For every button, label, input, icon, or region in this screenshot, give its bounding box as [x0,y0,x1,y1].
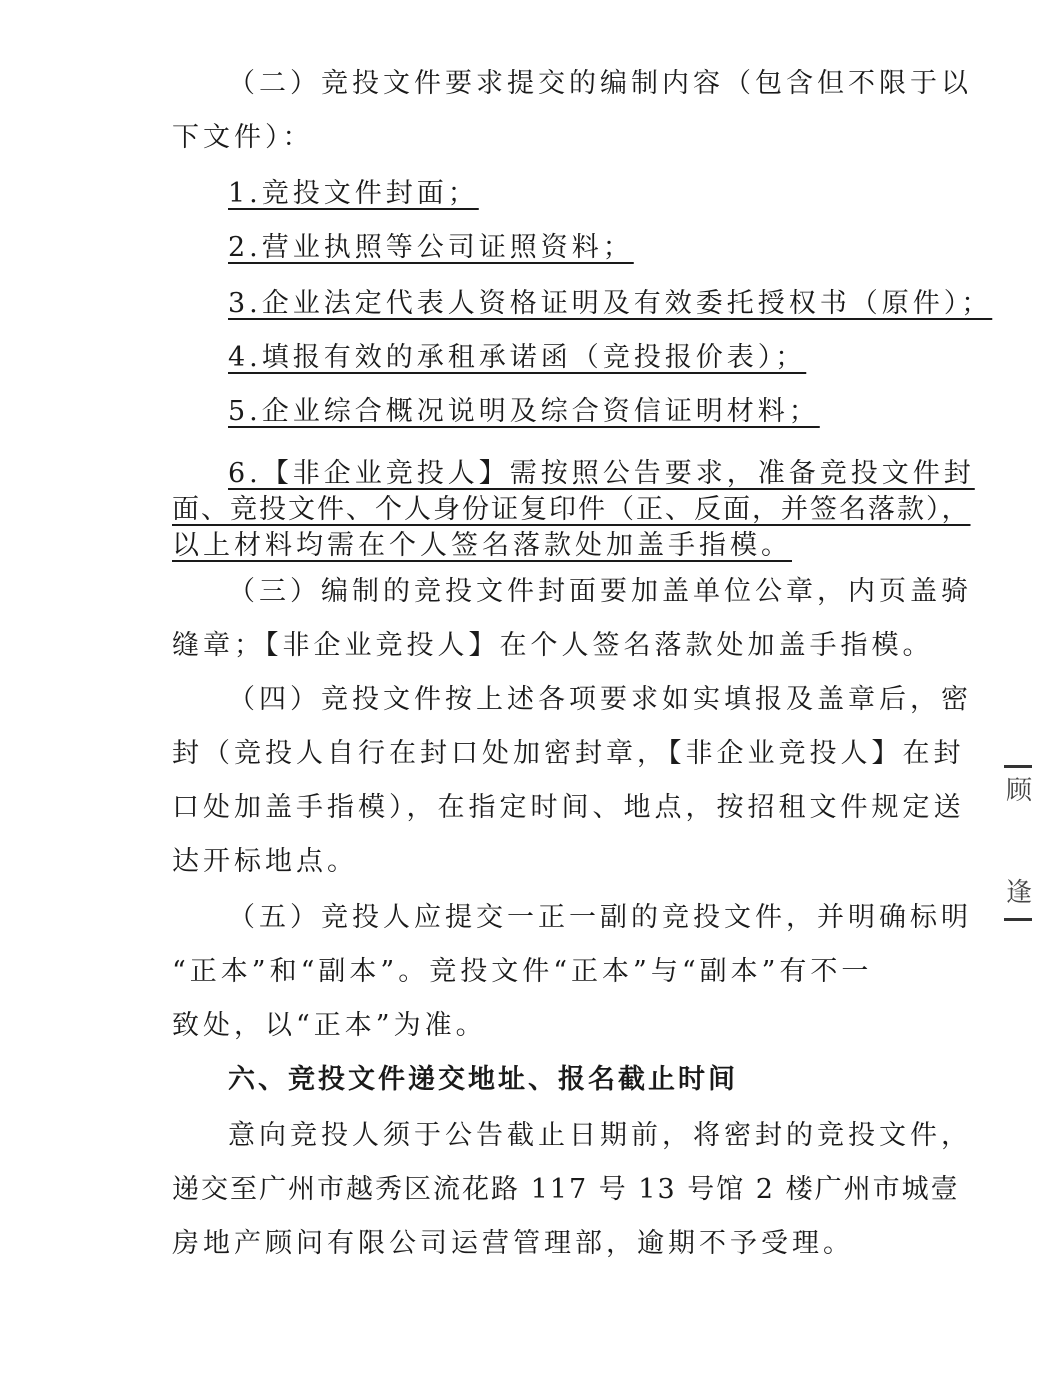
list-item-5 [228,394,902,430]
section4-line1: （四）竞投文件按上述各项要求如实填报及盖章后，密 [228,684,972,715]
section4-line4: 达开标地点。 [172,846,358,877]
section4-line3: 口处加盖手指模），在指定时间、地点，按招租文件规定送 [172,792,965,823]
list-item-1-text: 1.竞投文件封面； [228,178,479,209]
list-item-4-text: 4.填报有效的承租承诺函（竞投报价表）； [228,342,807,373]
heading-six: 六、竞投文件递交地址、报名截止时间 [228,1064,738,1095]
seam-stamp-bar-top [1004,765,1032,768]
list-item-6-line1: 6.【非企业竞投人】需按照公告要求，准备竞投文件封 [228,458,975,489]
list-item-2 [228,230,902,266]
section6-line3: 房地产顾问有限公司运营管理部，逾期不予受理。 [172,1228,854,1259]
list-item-1 [228,176,902,212]
list-item-5-text: 5.企业综合概况说明及综合资信证明材料； [228,396,820,427]
seam-stamp-bar-bottom [1004,918,1032,921]
list-item-3-text: 3.企业法定代表人资格证明及有效委托授权书（原件）； [228,288,993,319]
section6-line2: 递交至广州市越秀区流花路 117 号 13 号馆 2 楼广州市城壹 [172,1174,960,1205]
list-item-6-line3: 以上材料均需在个人签名落款处加盖手指模。 [172,530,792,561]
section5-line1: （五）竞投人应提交一正一副的竞投文件，并明确标明 [228,902,972,933]
section5-line3: 致处，以“正本”为准。 [172,1010,487,1041]
list-item-4 [228,340,902,376]
section2-line1: （二）竞投文件要求提交的编制内容（包含但不限于以 [228,68,972,99]
section5-line2: “正本”和“副本”。竞投文件“正本”与“副本”有不一 [172,956,873,987]
section4-line2: 封（竞投人自行在封口处加密封章，【非企业竞投人】在封 [172,738,965,769]
section6-line1: 意向竞投人须于公告截止日期前，将密封的竞投文件， [228,1120,972,1151]
section2-line2: 下文件）： [172,122,314,153]
seam-stamp-bottom: 逢 [1005,878,1032,908]
seam-stamp-top: 顾 [1005,776,1032,806]
list-item-6-line2: 面、竞投文件、个人身份证复印件（正、反面，并签名落款）， [172,494,971,525]
list-item-3 [228,286,993,322]
list-item-2-text: 2.营业执照等公司证照资料； [228,232,634,263]
section3-line1: （三）编制的竞投文件封面要加盖单位公章，内页盖骑 [228,576,972,607]
section3-line2: 缝章；【非企业竞投人】在个人签名落款处加盖手指模。 [172,630,934,661]
